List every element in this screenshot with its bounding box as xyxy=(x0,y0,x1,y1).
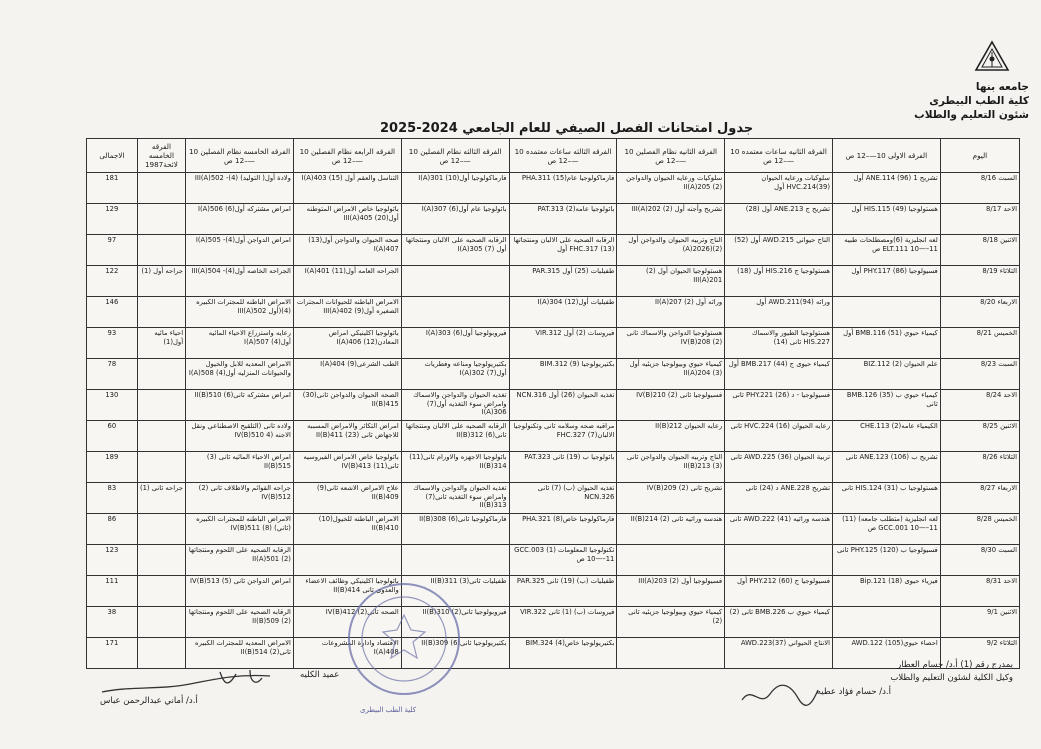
exam-cell: الرقابه الصحيه على اللحوم ومنتجاتها (2) 501(A)II xyxy=(186,545,294,576)
exam-cell xyxy=(137,514,185,545)
column-header: الفرقه الخامسه نظام الفصلين 10—–12 ص xyxy=(186,139,294,173)
exam-cell xyxy=(137,452,185,483)
department-name: شئون التعليم والطلاب xyxy=(914,109,1029,121)
exam-cell xyxy=(137,235,185,266)
total-cell: 181 xyxy=(87,173,138,204)
exam-cell: الامراض المعديه للمجترات الكبيره ثانى(2) 514(B)II xyxy=(186,638,294,669)
exam-cell: كيمياء حيوى ج BMB.217 (44) أول xyxy=(725,359,833,390)
exam-cell: هندسه وراثيه ثانى (2) 214(B)II xyxy=(617,514,725,545)
exam-cell: طفيليات ثانى(3) 311(B)II xyxy=(401,576,509,607)
exam-cell: فسيولوجيا ب PHY.125 (120) ثانى xyxy=(832,545,940,576)
exam-cell xyxy=(832,297,940,328)
exam-cell: باثولوجيا ب (19) ثانى PAT.323 xyxy=(509,452,617,483)
university-name: جامعه بنها xyxy=(975,81,1029,93)
exam-cell xyxy=(293,545,401,576)
exam-cell xyxy=(137,421,185,452)
exam-cell: هستولوجيا ب HIS.124 (31) ثانى xyxy=(832,483,940,514)
exam-cell xyxy=(617,545,725,576)
exam-cell: الانتاج الحيواني AWD.223(37) xyxy=(725,638,833,669)
day-cell: الثلاثاء 9/2 xyxy=(940,638,1019,669)
exam-cell: فيروسات (ب) (1) ثانى VIR.322 xyxy=(509,607,617,638)
table-row xyxy=(87,390,1020,421)
exam-cell: لغه انجليزية (6)ومصطلحات طبيه ELT.111 10—–11 ص xyxy=(832,235,940,266)
stamp-text: كلية الطب البيطرى xyxy=(360,706,417,714)
total-cell: 122 xyxy=(87,266,138,297)
exam-cell: فيروسات (2) أول VIR.312 xyxy=(509,328,617,359)
exam-cell xyxy=(137,390,185,421)
exam-cell: كيمياء حيوي وبيولوجيا جزيئيه أول (3) 204(A)II xyxy=(617,359,725,390)
exam-cell: كيمياء حيوي وبيولوجيا جزيئيه ثانى (2) xyxy=(617,607,725,638)
exam-cell: الامراض المعديه للابل والخيول والحيوانات المنزليه أول(4) 508(A)I xyxy=(186,359,294,390)
exam-cell: الامراض الباطنه للخيول(10) 410(B)II xyxy=(293,514,401,545)
exam-cell: مراقبه صحه وسلامه ثانى وتكنولوجيا الالبان(7) FHC.327 xyxy=(509,421,617,452)
table-row xyxy=(87,638,1020,669)
exam-cell: امراض الدواجن أول(4)- 505(A)I xyxy=(186,235,294,266)
exam-cell: كيمياء حيوي BMB.116 (51) أول xyxy=(832,328,940,359)
total-cell: 129 xyxy=(87,204,138,235)
exam-cell xyxy=(137,204,185,235)
exam-cell: فيروبولوجيا أول(6) 303(A)I xyxy=(401,328,509,359)
exam-cell: الطب الشرعى(9) 404(A)I xyxy=(293,359,401,390)
exam-cell: فارماكولوجيا ثانى(6) 308(B)II xyxy=(401,514,509,545)
table-row xyxy=(87,204,1020,235)
exam-cell: فسيولوجيا ج PHY.212 (60) أول xyxy=(725,576,833,607)
exam-cell: احصاء حيوي(105) AWD.122 xyxy=(832,638,940,669)
total-cell: 93 xyxy=(87,328,138,359)
table-row xyxy=(87,483,1020,514)
day-cell: السبت 8/30 xyxy=(940,545,1019,576)
exam-cell: بكتيريولوجيا ثانى(6) 309(B)II xyxy=(401,638,509,669)
day-cell: الاربعاء 8/27 xyxy=(940,483,1019,514)
signature-scribble-icon xyxy=(100,666,290,700)
day-cell: الاثنين 8/25 xyxy=(940,421,1019,452)
exam-cell: صحه الحيوان والدواجن أول(13) 407(A)I xyxy=(293,235,401,266)
exam-cell: تغذيه الحيوان والدواجن والاسماك وامراض سوء التغذيه ثانى(7) 313(B)II xyxy=(401,483,509,514)
dean-label: عميد الكليه xyxy=(300,670,340,680)
exam-cell: فسيولوجيا PHY.117 (86) أول xyxy=(832,266,940,297)
exam-cell: الجراحه الخاصه أول(4)- 504(A)III xyxy=(186,266,294,297)
day-cell: السبت 8/16 xyxy=(940,173,1019,204)
exam-cell: فارماكولوجيا أول(10) 301(A)I xyxy=(401,173,509,204)
exam-cell: تشريح ANE.228 د (24) ثانى xyxy=(725,483,833,514)
day-cell: الاثنين 9/1 xyxy=(940,607,1019,638)
total-cell: 78 xyxy=(87,359,138,390)
signature-scribble-icon xyxy=(740,680,820,710)
column-header: الاجمالى xyxy=(87,139,138,173)
exam-cell: كيمياء حيوي ب BMB.226 ثانى (2) xyxy=(725,607,833,638)
exam-cell: الامراض الباطنه للحيوانات المجترات الصغيره أول(9) 402(A)III xyxy=(293,297,401,328)
table-header-row xyxy=(87,139,1020,173)
exam-schedule-table xyxy=(86,138,1020,669)
exam-cell: الجراحه العامه أول(11) 401(A)I xyxy=(293,266,401,297)
vice-dean-title: وكيل الكلية لشئون التعليم والطلاب xyxy=(890,673,1013,683)
exam-cell: بكتيريولوجيا خاص(4) BIM.324 xyxy=(509,638,617,669)
total-cell: 83 xyxy=(87,483,138,514)
exam-cell: رعايه الحيوان 212(B)II xyxy=(617,421,725,452)
exam-cell: امراض التكاثر والامراض المسببه للاجهاض ثانى (23) 411(B)II xyxy=(293,421,401,452)
official-stamp-icon xyxy=(345,580,463,698)
exam-cell: امراض مشتركه أول(6) 506(A)I xyxy=(186,204,294,235)
exam-cell: فسيولوجيا - د PHY.221 (26) ثانى xyxy=(725,390,833,421)
total-cell: 111 xyxy=(87,576,138,607)
table-row xyxy=(87,173,1020,204)
total-cell: 38 xyxy=(87,607,138,638)
exam-cell: كيمياء حيوي ب BMB.126 (35) ثانى xyxy=(832,390,940,421)
exam-cell: الرقابه الصحيه على الالبان ومنتجاتها أول (7) 305(A)I xyxy=(401,235,509,266)
exam-cell: لغه انجليزية (متطلب جامعه) (11) GCC.001 10—–11 ص xyxy=(832,514,940,545)
exam-cell: امراض مشتركه ثانى(6) 510(B)II xyxy=(186,390,294,421)
exam-cell: هندسه وراثيه AWD.222 (41) ثانى xyxy=(725,514,833,545)
table-body xyxy=(87,173,1020,669)
total-cell: 97 xyxy=(87,235,138,266)
exam-cell: الرقابه الصحيه على الالبان ومنتجاتها FHC.317 (13) أول xyxy=(509,235,617,266)
exam-cell: علاج الامراض الاشعه ثانى(9) 409(B)II xyxy=(293,483,401,514)
exam-cell xyxy=(401,545,509,576)
exam-cell: الامراض الباطنه للمجترات الكبيره (ثاني) (8) 511(B)IV xyxy=(186,514,294,545)
table-row xyxy=(87,266,1020,297)
exam-cell: وراثه AWD.211(94) أول xyxy=(725,297,833,328)
exam-cell: تغذيه الحيوان (26) أول NCN.316 xyxy=(509,390,617,421)
exam-cell: جراحه أول (1) xyxy=(137,266,185,297)
exam-cell: جراحه ثانى (1) xyxy=(137,483,185,514)
table-row xyxy=(87,235,1020,266)
table-row xyxy=(87,452,1020,483)
exam-cell: طفيليات (25) أول PAR.315 xyxy=(509,266,617,297)
exam-cell: تربية الحيوان AWD.225 (36) ثانى xyxy=(725,452,833,483)
day-cell: الاحد 8/31 xyxy=(940,576,1019,607)
day-cell: الاحد 8/17 xyxy=(940,204,1019,235)
total-cell: 123 xyxy=(87,545,138,576)
exam-cell: الامراض الباطنه للمجترات الكبيره (4)(أول 502(A)III xyxy=(186,297,294,328)
exam-cell xyxy=(401,297,509,328)
exam-cell: باثولوجيا خاص الامراض الفيروسيه ثانى(11) 413(B)IV xyxy=(293,452,401,483)
exam-cell: تشريح ثانى (2) 209(B)IV xyxy=(617,483,725,514)
exam-cell: تشريح ب ANE.123 (106) ثانى xyxy=(832,452,940,483)
table-row xyxy=(87,545,1020,576)
column-header: الفرقه الخامسه لائحة1987 xyxy=(137,139,185,173)
exam-cell xyxy=(137,297,185,328)
exam-cell: جراحه القوائم والاظلاف ثانى (2) 512(B)IV xyxy=(186,483,294,514)
faculty-name: كلية الطب البيطرى xyxy=(929,95,1029,107)
exam-cell: تشريح 1 ANE.114 (96) أول xyxy=(832,173,940,204)
exam-cell: فسيولوجيا أول (2) 203(A)III xyxy=(617,576,725,607)
exam-cell: بكتيريولوجيا (9) BIM.312 xyxy=(509,359,617,390)
exam-cell xyxy=(137,607,185,638)
exam-cell: الصحه الحيوان والدواجن ثانى(30) 415(B)II xyxy=(293,390,401,421)
total-cell: 60 xyxy=(87,421,138,452)
page-title: جدول امتحانات الفصل الصيفي للعام الجامعي 2024-2025 xyxy=(380,121,754,136)
column-header: الفرقه الثانيه نظام الفصلين 10—–12 ص xyxy=(617,139,725,173)
day-cell: الخميس 8/28 xyxy=(940,514,1019,545)
column-header: الفرقه الرابعه نظام الفصلين 10—–12 ص xyxy=(293,139,401,173)
column-header: الفرقه الثالثه ساعات معتمده 10—–12 ص xyxy=(509,139,617,173)
day-cell: السبت 8/23 xyxy=(940,359,1019,390)
day-cell: الاحد 8/24 xyxy=(940,390,1019,421)
exam-cell: رعايه الحيوان HVC.224 (16) ثانى xyxy=(725,421,833,452)
table-row xyxy=(87,359,1020,390)
exam-cell: رعايه واستزراع الاحياء المائيه أول(4) 507(A)I xyxy=(186,328,294,359)
institution-header xyxy=(914,80,1029,122)
day-cell: الثلاثاء 8/26 xyxy=(940,452,1019,483)
vice-dean-name: أ.د/ حسام فؤاد عطيه xyxy=(816,687,891,697)
exam-cell xyxy=(401,266,509,297)
exam-cell: هستولوجيا الطيور والاسماك HIS.227 ثانى (14) xyxy=(725,328,833,359)
exam-cell: سلوكيات ورعايه الحيوان HVC.214(39) أول xyxy=(725,173,833,204)
exam-cell: تشريح ج ANE.213 أول (28) xyxy=(725,204,833,235)
left-signatory: أ.د/ أماني عبدالرحمن عباس xyxy=(100,696,198,706)
total-cell: 171 xyxy=(87,638,138,669)
exam-cell: بكتيريولوجيا ومناعه وفطريات أول(7) 302(A)I xyxy=(401,359,509,390)
exam-cell: التناسل والعقم أول (15) 403(A)I xyxy=(293,173,401,204)
total-cell: 86 xyxy=(87,514,138,545)
exam-cell: تشريح وأجنه أول (2) 202(A)III xyxy=(617,204,725,235)
exam-cell: فارماكولوجيا عام(15) PHA.311 xyxy=(509,173,617,204)
column-header: الفرقه الثالثه نظام الفصلين 10—–12 ص xyxy=(401,139,509,173)
exam-cell: تكنولوجيا المعلومات (1) GCC.003 10—–11 ص xyxy=(509,545,617,576)
exam-cell: فيروبولوجيا ثانى(2) 310(B)II xyxy=(401,607,509,638)
exam-cell: هستولوجيا الحيوان أول (2) 201(A)III xyxy=(617,266,725,297)
exam-cell: الناج وتربيه الحيوان والدواجن ثانى (3) 213(B)II xyxy=(617,452,725,483)
exam-cell: الرقابه الصحيه على الالبان ومنتجاتها ثانى(6) 312(B)II xyxy=(401,421,509,452)
exam-cell: الرقابه الصحيه على اللحوم ومنتجاتها (2) 509(B)II xyxy=(186,607,294,638)
day-cell: الاربعاء 8/20 xyxy=(940,297,1019,328)
exam-cell: ولاده ثانى (التلقيح الاصطناعي ونقل الاجنه (4 510(B)IV xyxy=(186,421,294,452)
exam-cell: امراض الاحياء المائيه ثانى (3) 515(B)II xyxy=(186,452,294,483)
exam-cell: باثولوجيا اكلينيكي وظائف الاعضاء والعدوى ثانى 414(B)II xyxy=(293,576,401,607)
exam-cell xyxy=(137,576,185,607)
table-row xyxy=(87,607,1020,638)
total-cell: 146 xyxy=(87,297,138,328)
exam-cell: فسيولوجيا ثانى (2) 210(B)IV xyxy=(617,390,725,421)
table-row xyxy=(87,576,1020,607)
exam-cell xyxy=(617,638,725,669)
table-row xyxy=(87,328,1020,359)
university-logo-icon xyxy=(972,40,1012,74)
exam-cell: باثولوجيا الاجهزه والاورام ثانى(11) 314(B)II xyxy=(401,452,509,483)
exam-cell: امراض الدواجن ثانى (5) 513(B)IV xyxy=(186,576,294,607)
exam-cell: تغذيه الحيوان والدواجن والاسماك وامراض سوء التغذيه أول(7) 306(A)I xyxy=(401,390,509,421)
exam-cell xyxy=(137,545,185,576)
exam-cell: ولادة أول( التوليد) (4)- 502(A)III xyxy=(186,173,294,204)
column-header: اليوم xyxy=(940,139,1019,173)
exam-cell: تغذيه الحيوان (ب) (7) ثانى NCN.326 xyxy=(509,483,617,514)
exam-cell xyxy=(137,173,185,204)
exam-cell: فارماكولوجيا خاص(8) PHA.321 xyxy=(509,514,617,545)
exam-cell: الناج حيواني AWD.215 أول (52) xyxy=(725,235,833,266)
exam-cell: الاقتصاد وادارة المشروعات 408(A)I xyxy=(293,638,401,669)
column-header: الفرقه الاولى 10—–12 ص xyxy=(832,139,940,173)
column-header: الفرقه الثانيه ساعات معتمده 10—–12 ص xyxy=(725,139,833,173)
table-row xyxy=(87,514,1020,545)
footer-note: بمدرج رقم (1) أ.د/ حسام العطار xyxy=(897,660,1013,670)
total-cell: 189 xyxy=(87,452,138,483)
day-cell: الثلاثاء 8/19 xyxy=(940,266,1019,297)
exam-cell: باثولوجيا خاص الامراض المتوطنه أول(20) 405(A)III xyxy=(293,204,401,235)
day-cell: الخميس 8/21 xyxy=(940,328,1019,359)
table-row xyxy=(87,297,1020,328)
exam-cell: علم الحيوان BIZ.112 (2) xyxy=(832,359,940,390)
exam-cell: طفيليات (ب) (19) ثانى PAR.325 xyxy=(509,576,617,607)
exam-cell: باثولوجيا اكلينيكي امراض المعادن(12) 406(A)I xyxy=(293,328,401,359)
exam-cell xyxy=(137,638,185,669)
exam-cell: وراثه أول (2) 207(A)II xyxy=(617,297,725,328)
day-cell: الاثنين 8/18 xyxy=(940,235,1019,266)
exam-cell xyxy=(832,607,940,638)
exam-cell: الناج وتربيه الحيوان والدواجن أول (2)(2026(A) xyxy=(617,235,725,266)
exam-cell: باثولوجيا عامه(2) PAT.313 xyxy=(509,204,617,235)
exam-cell: هستولوجيا ج HIS.216 أول (18) xyxy=(725,266,833,297)
exam-cell xyxy=(137,359,185,390)
total-cell: 130 xyxy=(87,390,138,421)
exam-cell: الصحه ثانى(2) 412(B)IV xyxy=(293,607,401,638)
exam-cell: سلوكيات ورعايه الحيوان والدواجن (2) 205(A)II xyxy=(617,173,725,204)
exam-cell: احياء مائيه أول(1) xyxy=(137,328,185,359)
exam-cell xyxy=(725,545,833,576)
exam-cell: فيزياء حيوى Bip.121 (18) xyxy=(832,576,940,607)
table-row xyxy=(87,421,1020,452)
exam-cell: هستولوجيا HIS.115 (49) أول xyxy=(832,204,940,235)
exam-cell: الكيمياء عامه(2) CHE.113 xyxy=(832,421,940,452)
exam-cell: باثولوجيا عام أول(6) 307(A)I xyxy=(401,204,509,235)
exam-cell: طفيليات أول(12) 304(A)I xyxy=(509,297,617,328)
exam-cell: هستولوجيا الدواجن والاسماك ثانى (2) 208(B)IV xyxy=(617,328,725,359)
